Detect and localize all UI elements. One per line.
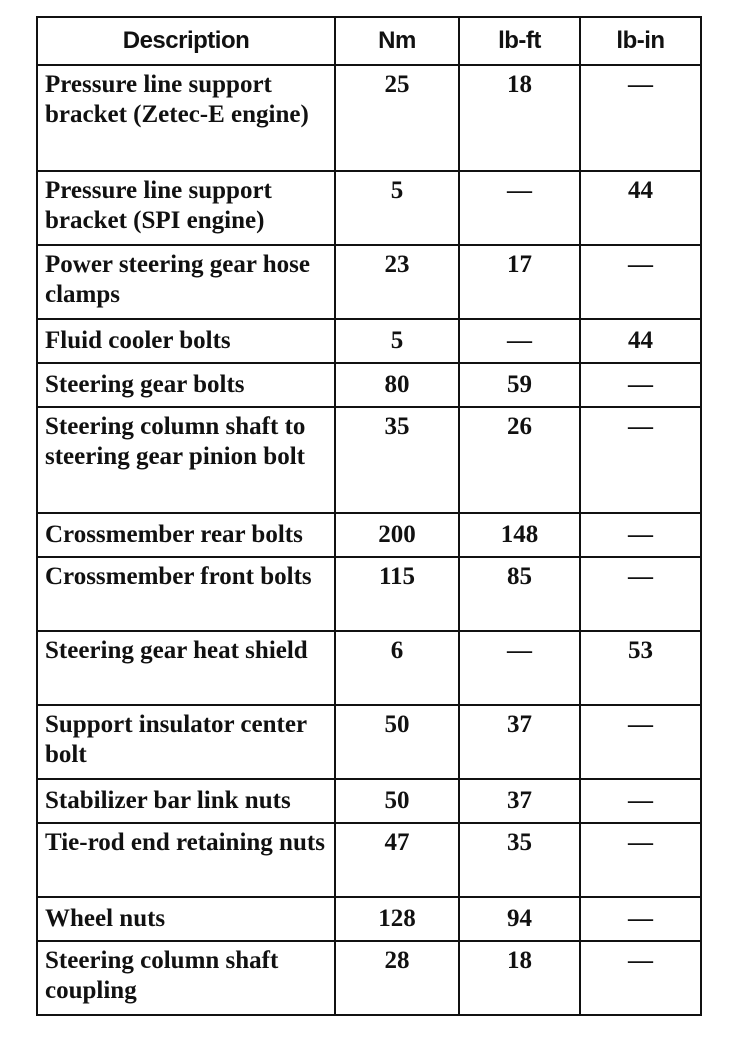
cell-description: Pressure line support bracket (SPI engine) [37,171,335,245]
cell-lb-in: — [580,513,701,557]
cell-lb-in: — [580,897,701,941]
cell-lb-ft: 37 [459,779,580,823]
cell-nm: 28 [335,941,459,1015]
cell-lb-ft: 26 [459,407,580,513]
cell-lb-in: — [580,245,701,319]
cell-description: Crossmember front bolts [37,557,335,631]
cell-description: Fluid cooler bolts [37,319,335,363]
cell-nm: 50 [335,779,459,823]
cell-nm: 6 [335,631,459,705]
cell-description: Steering column shaft coupling [37,941,335,1015]
cell-lb-ft: 85 [459,557,580,631]
cell-description: Pressure line support bracket (Zetec-E engine) [37,65,335,171]
cell-description: Stabilizer bar link nuts [37,779,335,823]
table-row [37,897,701,941]
table-row [37,171,701,245]
cell-description: Crossmember rear bolts [37,513,335,557]
cell-lb-in: — [580,779,701,823]
header-lb-ft: lb-ft [459,17,580,65]
cell-description: Support insulator center bolt [37,705,335,779]
cell-lb-in: — [580,363,701,407]
cell-nm: 50 [335,705,459,779]
torque-specifications-table [36,16,702,1016]
cell-description: Power steering gear hose clamps [37,245,335,319]
table-row [37,705,701,779]
cell-nm: 200 [335,513,459,557]
table-row [37,363,701,407]
table-header [37,17,701,65]
cell-description: Wheel nuts [37,897,335,941]
cell-nm: 5 [335,171,459,245]
cell-description: Steering gear heat shield [37,631,335,705]
table-row [37,941,701,1015]
cell-lb-ft: 37 [459,705,580,779]
cell-lb-in: 44 [580,319,701,363]
cell-nm: 5 [335,319,459,363]
cell-lb-in: — [580,823,701,897]
cell-nm: 115 [335,557,459,631]
cell-lb-ft: 35 [459,823,580,897]
cell-lb-ft: 59 [459,363,580,407]
cell-lb-ft: — [459,319,580,363]
table-row [37,823,701,897]
table-row [37,557,701,631]
cell-lb-in: 44 [580,171,701,245]
table-row [37,631,701,705]
cell-lb-in: — [580,407,701,513]
cell-lb-ft: 18 [459,941,580,1015]
cell-nm: 80 [335,363,459,407]
table-row [37,245,701,319]
cell-nm: 23 [335,245,459,319]
table-row [37,65,701,171]
cell-lb-in: — [580,65,701,171]
cell-description: Steering gear bolts [37,363,335,407]
cell-lb-ft: — [459,171,580,245]
cell-lb-ft: 94 [459,897,580,941]
cell-lb-in: — [580,941,701,1015]
table-body [37,65,701,1015]
cell-lb-in: — [580,557,701,631]
cell-description: Steering column shaft to steering gear pinion bolt [37,407,335,513]
header-nm: Nm [335,17,459,65]
cell-nm: 25 [335,65,459,171]
cell-lb-in: — [580,705,701,779]
header-row [37,17,701,65]
table-row [37,407,701,513]
cell-nm: 47 [335,823,459,897]
cell-nm: 35 [335,407,459,513]
header-lb-in: lb-in [580,17,701,65]
table-row [37,319,701,363]
cell-lb-in: 53 [580,631,701,705]
cell-description: Tie-rod end retaining nuts [37,823,335,897]
table-row [37,513,701,557]
header-description: Description [37,17,335,65]
table-row [37,779,701,823]
cell-lb-ft: — [459,631,580,705]
cell-lb-ft: 148 [459,513,580,557]
cell-lb-ft: 17 [459,245,580,319]
cell-nm: 128 [335,897,459,941]
cell-lb-ft: 18 [459,65,580,171]
